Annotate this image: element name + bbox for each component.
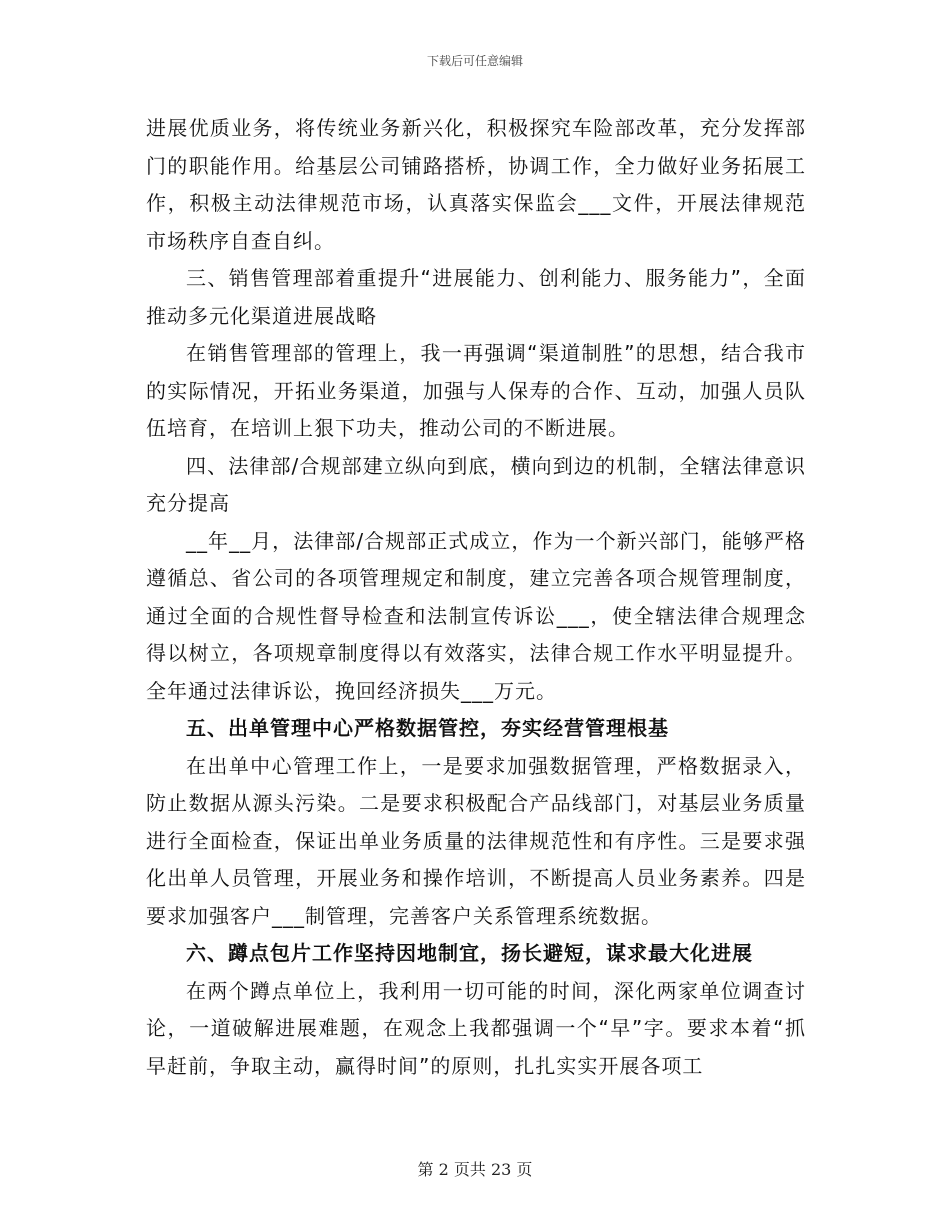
paragraph-1: 进展优质业务，将传统业务新兴化，积极探究车险部改革，充分发挥部门的职能作用。给基层公司铺路搭桥，协调工作，全力做好业务拓展工作，积极主动法律规范市场，认真落实保监会___文件，开展法律规范市场秩序自查自纠。 xyxy=(146,116,806,253)
page-number: 第 2 页共 23 页 xyxy=(417,1160,533,1179)
paragraph-3: 在销售管理部的管理上，我一再强调“渠道制胜”的思想，结合我市的实际情况，开拓业务渠道，加强与人保寿的合作、互动，加强人员队伍培育，在培训上狠下功夫，推动公司的不断进展。 xyxy=(146,341,806,440)
section-heading-6: 六、蹲点包片工作坚持因地制宜，扬长避短，谋求最大化进展 xyxy=(186,941,753,965)
section-heading-4: 四、法律部/合规部建立纵向到底，横向到边的机制，全辖法律意识充分提高 xyxy=(146,453,806,515)
page-header-note: 下载后可任意编辑 xyxy=(426,54,523,68)
section-heading-5: 五、出单管理中心严格数据管控，夯实经营管理根基 xyxy=(186,716,669,740)
paragraph-9: 在两个蹲点单位上，我利用一切可能的时间，深化两家单位调查讨论，一道破解进展难题，在观念上我都强调一个“早”字。要求本着“抓早赶前，争取主动，赢得时间”的原则，扎扎实实开展各项工 xyxy=(146,978,806,1078)
paragraph-5: __年__月，法律部/合规部正式成立，作为一个新兴部门，能够严格遵循总、省公司的各项管理规定和制度，建立完善各项合规管理制度，通过全面的合规性督导检查和法制宣传诉讼___，使全辖法律合规理念得以树立，各项规章制度得以有效落实，法律合规工作水平明显提升。全年通过法律诉讼，挽回经济损失___万元。 xyxy=(146,528,806,703)
section-heading-3: 三、销售管理部着重提升“进展能力、创利能力、服务能力”，全面推动多元化渠道进展战略 xyxy=(146,266,806,328)
paragraph-7: 在出单中心管理工作上，一是要求加强数据管理，严格数据录入，防止数据从源头污染。二是要求积极配合产品线部门，对基层业务质量进行全面检查，保证出单业务质量的法律规范性和有序性。三是要求强化出单人员管理，开展业务和操作培训，不断提高人员业务素养。四是要求加强客户___制管理，完善客户关系管理系统数据。 xyxy=(146,753,806,928)
document-body xyxy=(146,110,806,1085)
